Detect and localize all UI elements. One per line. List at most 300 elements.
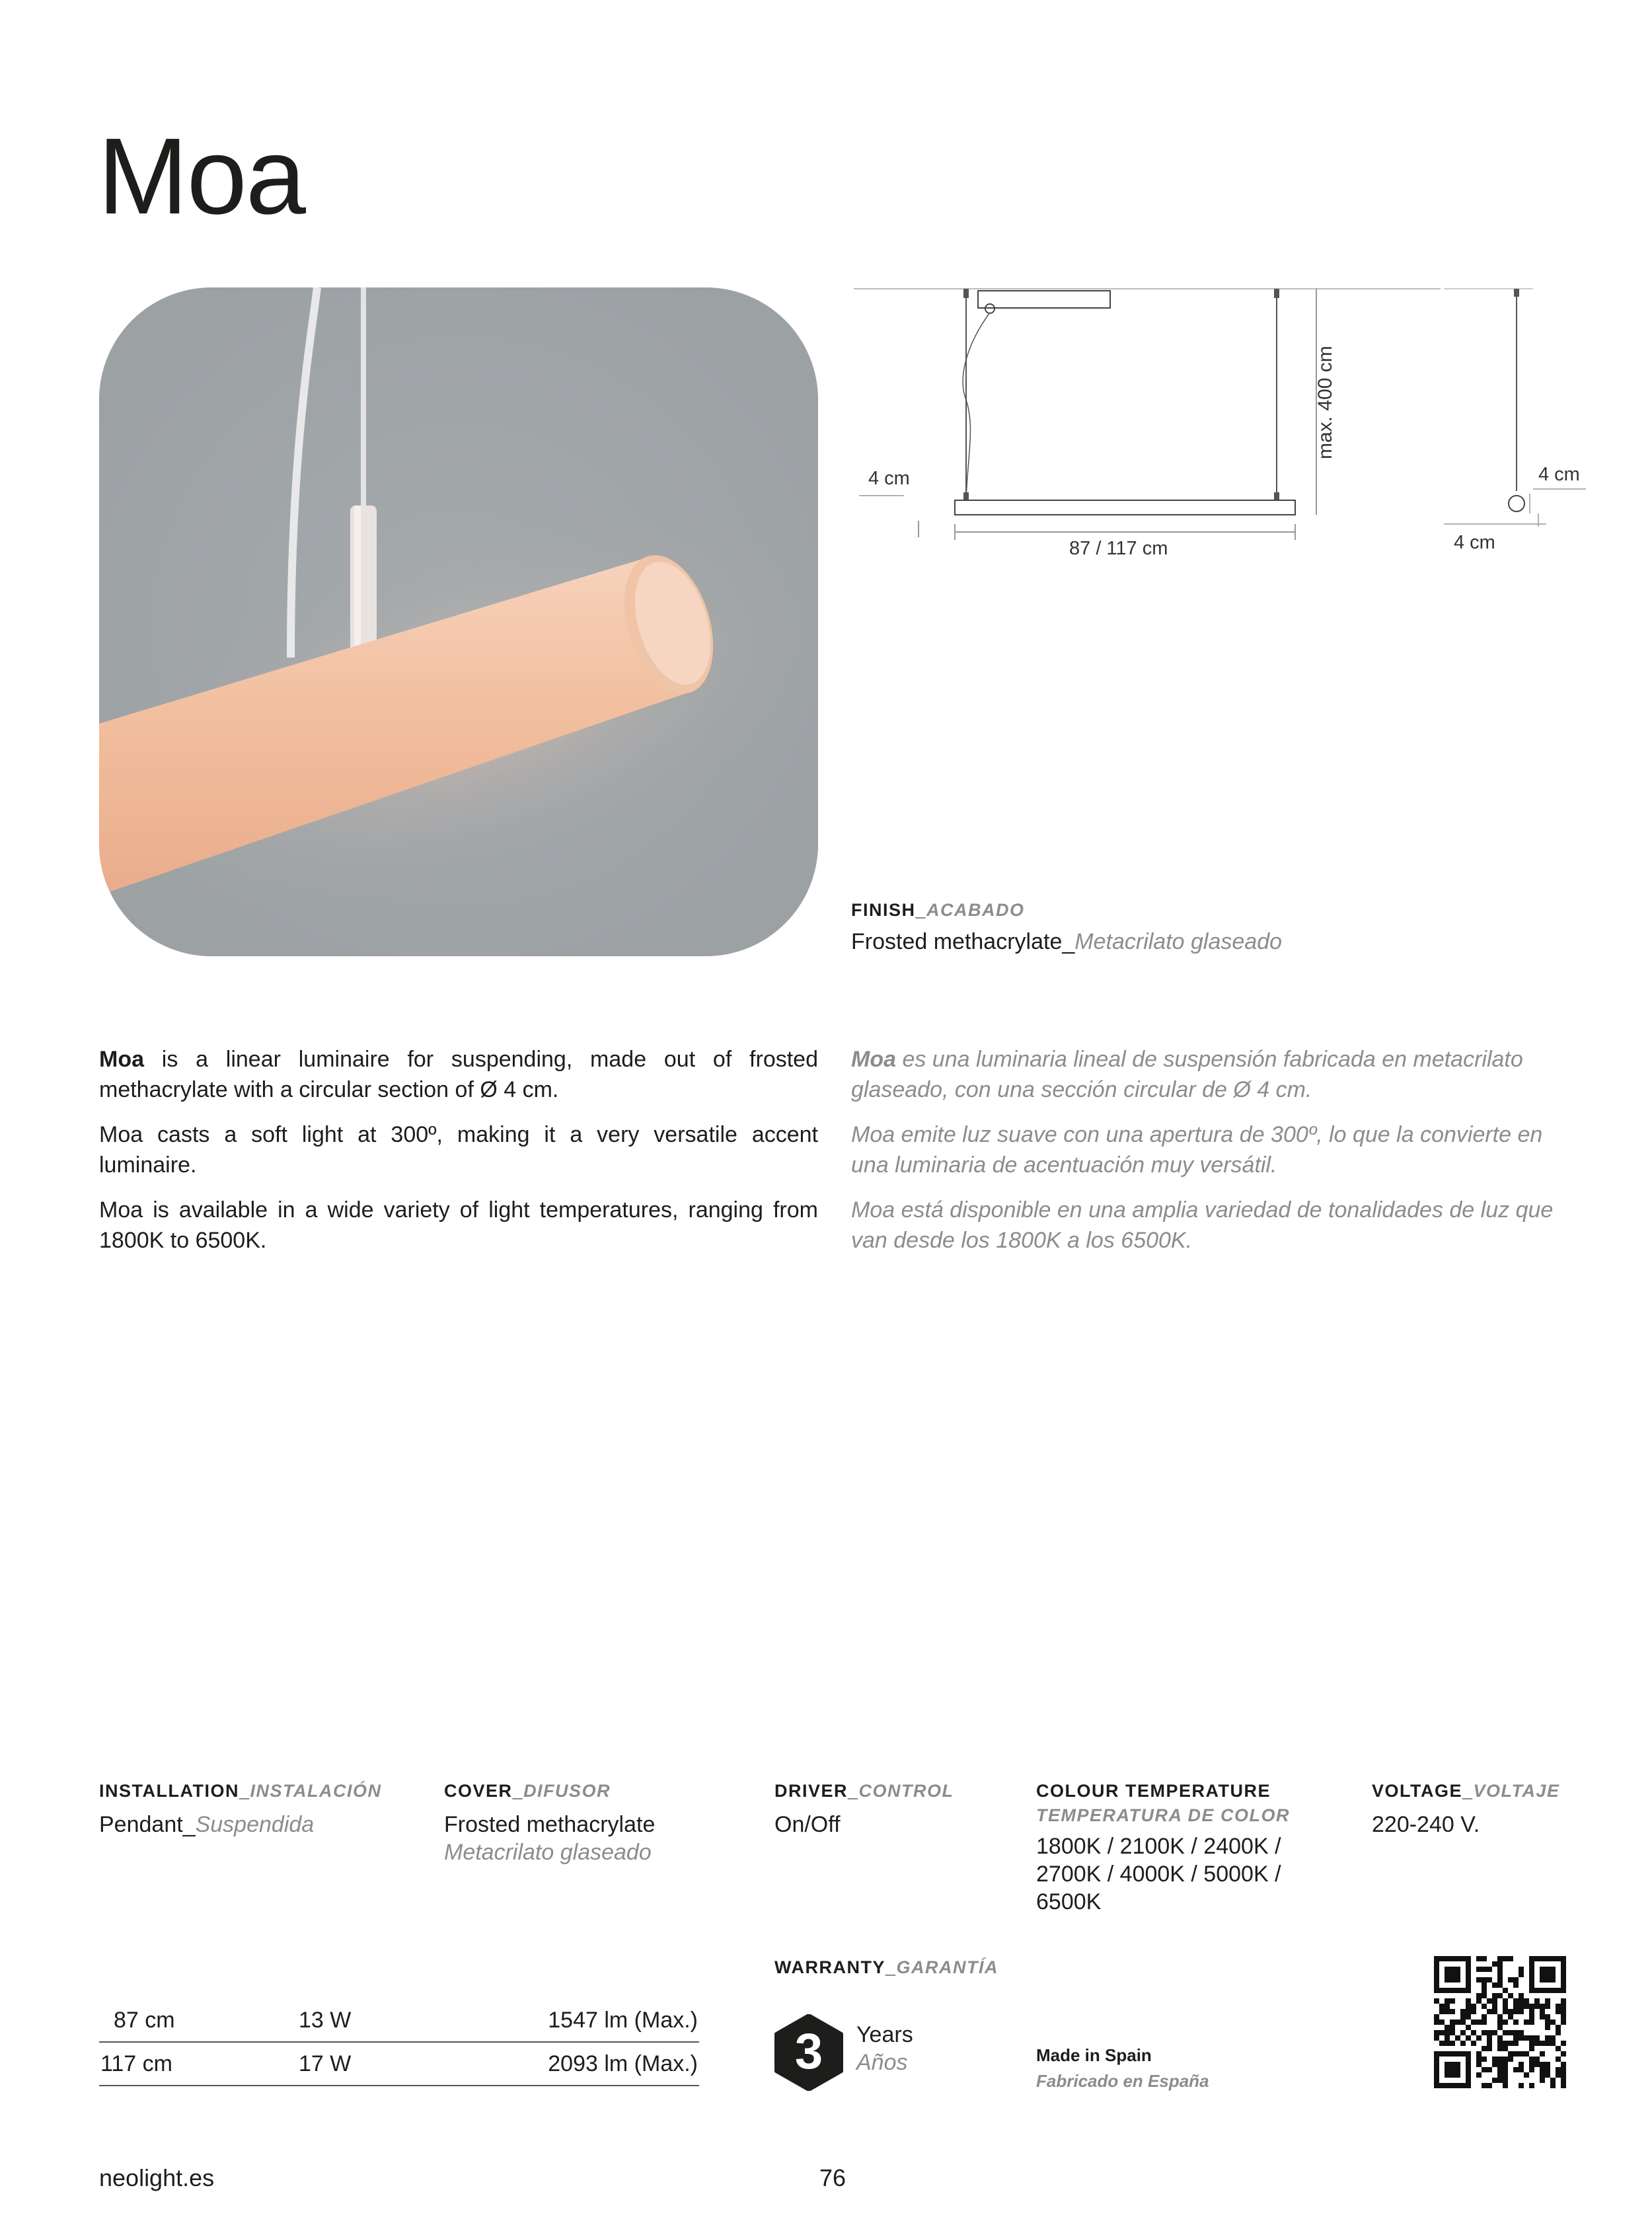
qr-module xyxy=(1508,1956,1513,1961)
qr-module xyxy=(1561,2019,1566,2025)
qr-module xyxy=(1450,1972,1455,1977)
qr-module xyxy=(1561,1956,1566,1961)
qr-module xyxy=(1503,2062,1508,2067)
qr-module xyxy=(1445,1972,1450,1977)
qr-module xyxy=(1545,2004,1550,2009)
qr-module xyxy=(1519,2083,1524,2088)
page-title: Moa xyxy=(98,116,305,237)
warranty-years-en: Years xyxy=(856,2022,913,2047)
qr-module xyxy=(1487,2067,1492,2072)
qr-module xyxy=(1513,1977,1519,1982)
qr-module xyxy=(1450,1977,1455,1982)
qr-module xyxy=(1540,1988,1545,1993)
qr-module xyxy=(1556,2030,1561,2035)
qr-module xyxy=(1450,2009,1455,2014)
model-flux: 1547 lm (Max.) xyxy=(484,1999,699,2042)
qr-module xyxy=(1466,1982,1471,1988)
qr-module xyxy=(1529,2083,1534,2088)
qr-module xyxy=(1540,2004,1545,2009)
qr-module xyxy=(1466,2014,1471,2019)
side-width-label: 4 cm xyxy=(1454,532,1495,553)
qr-module xyxy=(1550,2019,1556,2025)
qr-module xyxy=(1460,2014,1466,2019)
qr-module xyxy=(1460,2041,1466,2046)
qr-module xyxy=(1434,2014,1439,2019)
qr-module xyxy=(1513,2051,1519,2057)
qr-module xyxy=(1450,2072,1455,2078)
qr-module xyxy=(1434,1956,1439,1961)
qr-module xyxy=(1529,2062,1534,2067)
qr-module xyxy=(1466,2009,1471,2014)
qr-module xyxy=(1497,2035,1503,2041)
footer-website[interactable]: neolight.es xyxy=(99,2164,215,2191)
qr-module xyxy=(1450,2051,1455,2057)
qr-module xyxy=(1492,1982,1497,1988)
qr-module xyxy=(1466,2078,1471,2083)
qr-module xyxy=(1561,1982,1566,1988)
qr-module xyxy=(1439,2083,1445,2088)
qr-module xyxy=(1434,1998,1439,2004)
qr-module xyxy=(1466,2057,1471,2062)
qr-module xyxy=(1550,1967,1556,1972)
qr-module xyxy=(1476,2051,1482,2057)
qr-module xyxy=(1445,1998,1450,2004)
qr-module xyxy=(1450,2062,1455,2067)
spec-cover: COVER_DIFUSOR Frosted methacrylate Metacrilato glaseado xyxy=(444,1781,656,1865)
qr-module xyxy=(1545,1956,1550,1961)
qr-module xyxy=(1503,2030,1508,2035)
qr-module xyxy=(1439,2009,1445,2014)
qr-module xyxy=(1482,1988,1487,1993)
qr-module xyxy=(1487,1977,1492,1982)
qr-module xyxy=(1482,2014,1487,2019)
height-dimension-label: max. 400 cm xyxy=(1314,346,1336,459)
qr-module xyxy=(1529,2046,1534,2051)
qr-module xyxy=(1497,1982,1503,1988)
qr-module xyxy=(1524,2019,1529,2025)
qr-module xyxy=(1471,2009,1476,2014)
qr-module xyxy=(1540,2072,1545,2078)
qr-module xyxy=(1503,2004,1508,2009)
qr-module xyxy=(1503,2057,1508,2062)
qr-module xyxy=(1513,1982,1519,1988)
qr-module xyxy=(1487,2083,1492,2088)
page-number: 76 xyxy=(819,2164,846,2191)
qr-module xyxy=(1434,2062,1439,2067)
qr-module xyxy=(1550,2041,1556,2046)
qr-module xyxy=(1450,2030,1455,2035)
qr-module xyxy=(1445,2041,1450,2046)
qr-module xyxy=(1460,2083,1466,2088)
qr-module xyxy=(1556,2057,1561,2062)
model-length: 87 cm xyxy=(99,1999,299,2042)
qr-module xyxy=(1550,2035,1556,2041)
qr-module xyxy=(1482,2083,1487,2088)
finish-value: Frosted methacrylate_Metacrilato glaseado xyxy=(851,929,1283,954)
qr-module xyxy=(1445,2035,1450,2041)
qr-module xyxy=(1497,2025,1503,2030)
qr-module xyxy=(1434,2072,1439,2078)
qr-module xyxy=(1519,2062,1524,2067)
qr-module xyxy=(1439,2051,1445,2057)
product-photo xyxy=(99,287,818,956)
qr-module xyxy=(1503,2019,1508,2025)
qr-module xyxy=(1540,2078,1545,2083)
qr-module xyxy=(1561,1977,1566,1982)
qr-module xyxy=(1466,2062,1471,2067)
qr-module xyxy=(1497,2062,1503,2067)
qr-module xyxy=(1503,1988,1508,1993)
qr-module xyxy=(1503,2041,1508,2046)
qr-module xyxy=(1482,2046,1487,2051)
qr-module xyxy=(1519,1967,1524,1972)
qr-module xyxy=(1487,2035,1492,2041)
qr-module xyxy=(1561,1961,1566,1967)
qr-module xyxy=(1466,1998,1471,2004)
qr-module xyxy=(1561,2014,1566,2019)
qr-module xyxy=(1445,2009,1450,2014)
qr-module xyxy=(1482,1977,1487,1982)
qr-module xyxy=(1545,1972,1550,1977)
qr-module xyxy=(1561,2051,1566,2057)
qr-module xyxy=(1492,1998,1497,2004)
qr-module xyxy=(1455,2067,1460,2072)
qr-module xyxy=(1466,2051,1471,2057)
qr-module xyxy=(1561,1998,1566,2004)
qr-module xyxy=(1561,2083,1566,2088)
qr-module xyxy=(1497,2019,1503,2025)
warranty-badge-icon xyxy=(770,2014,847,2091)
qr-module xyxy=(1545,2035,1550,2041)
qr-module xyxy=(1434,2078,1439,2083)
qr-module xyxy=(1529,1988,1534,1993)
qr-module xyxy=(1556,1956,1561,1961)
qr-module xyxy=(1550,2083,1556,2088)
qr-module xyxy=(1497,2072,1503,2078)
qr-module xyxy=(1460,2019,1466,2025)
qr-module xyxy=(1497,1956,1503,1961)
qr-module xyxy=(1534,1956,1540,1961)
qr-module xyxy=(1508,2051,1513,2057)
qr-module xyxy=(1455,2062,1460,2067)
qr-module xyxy=(1445,2051,1450,2057)
qr-module xyxy=(1492,2030,1497,2035)
qr-module xyxy=(1482,1982,1487,1988)
qr-module xyxy=(1476,2072,1482,2078)
qr-module xyxy=(1519,2067,1524,2072)
qr-module xyxy=(1466,2025,1471,2030)
qr-module xyxy=(1529,1977,1534,1982)
qr-module xyxy=(1492,2062,1497,2067)
qr-module xyxy=(1503,2072,1508,2078)
qr-module xyxy=(1540,2009,1545,2014)
qr-module xyxy=(1529,2067,1534,2072)
qr-module xyxy=(1513,1998,1519,2004)
warranty-label: WARRANTY_GARANTÍA xyxy=(774,1957,999,1977)
technical-drawing xyxy=(846,281,1593,572)
qr-module xyxy=(1450,1988,1455,1993)
qr-module xyxy=(1497,1967,1503,1972)
spec-colour-temperature: COLOUR TEMPERATURE TEMPERATURA DE COLOR 1800K / 2100K / 2400K / 2700K / 4000K / 5000K / 6500K xyxy=(1036,1781,1290,1914)
qr-module xyxy=(1540,2067,1545,2072)
qr-module xyxy=(1508,1977,1513,1982)
qr-module xyxy=(1487,1998,1492,2004)
qr-module xyxy=(1455,2072,1460,2078)
qr-module xyxy=(1482,1956,1487,1961)
qr-module xyxy=(1519,2051,1524,2057)
qr-module xyxy=(1508,2009,1513,2014)
qr-module xyxy=(1534,2062,1540,2067)
model-flux: 2093 lm (Max.) xyxy=(484,2042,699,2086)
spec-driver: DRIVER_CONTROL On/Off xyxy=(774,1781,954,1837)
description-es: Moa es una luminaria lineal de suspensión fabricada en metacrilato glaseado, con una sección circular de Ø 4 cm. Moa emite luz suave con una apertura de 300º, lo que la convierte en una luminaria de acentuación muy versátil. Moa está disponible en una amplia variedad de tonalidades de luz que van desde los 1800K a los 6500K. xyxy=(851,1047,1554,1253)
qr-module xyxy=(1466,1967,1471,1972)
qr-module xyxy=(1519,2030,1524,2035)
qr-module xyxy=(1482,1993,1487,1998)
length-dimension-label: 87 / 117 cm xyxy=(1069,538,1168,559)
qr-module xyxy=(1529,1956,1534,1961)
qr-module xyxy=(1519,1972,1524,1977)
qr-module xyxy=(1519,2009,1524,2014)
warranty-years-number: 3 xyxy=(794,2023,823,2080)
qr-module xyxy=(1561,1967,1566,1972)
qr-module xyxy=(1450,1967,1455,1972)
qr-module xyxy=(1460,1988,1466,1993)
made-in-spain: Made in Spain xyxy=(1036,2045,1152,2065)
qr-module xyxy=(1519,1993,1524,1998)
qr-module xyxy=(1556,1988,1561,1993)
qr-module xyxy=(1466,2083,1471,2088)
qr-module xyxy=(1439,1988,1445,1993)
qr-module xyxy=(1497,1977,1503,1982)
qr-module xyxy=(1556,2067,1561,2072)
qr-module xyxy=(1524,1998,1529,2004)
qr-module xyxy=(1503,2067,1508,2072)
qr-module xyxy=(1476,2019,1482,2025)
qr-module xyxy=(1513,2067,1519,2072)
qr-module xyxy=(1445,2083,1450,2088)
qr-module xyxy=(1561,1988,1566,1993)
qr-module xyxy=(1471,2030,1476,2035)
qr-module xyxy=(1466,2072,1471,2078)
qr-module xyxy=(1545,2062,1550,2067)
qr-module xyxy=(1476,2035,1482,2041)
qr-module xyxy=(1540,2051,1545,2057)
model-length: 117 cm xyxy=(99,2042,299,2086)
qr-module xyxy=(1513,2035,1519,2041)
qr-module xyxy=(1513,2019,1519,2025)
qr-module xyxy=(1487,1967,1492,1972)
qr-module xyxy=(1540,1972,1545,1977)
qr-module xyxy=(1561,2041,1566,2046)
qr-module xyxy=(1529,2019,1534,2025)
qr-module xyxy=(1513,2004,1519,2009)
qr-module xyxy=(1540,2062,1545,2067)
qr-module xyxy=(1545,1967,1550,1972)
qr-module xyxy=(1445,2030,1450,2035)
qr-module xyxy=(1513,2030,1519,2035)
qr-module xyxy=(1540,1977,1545,1982)
qr-module xyxy=(1503,2009,1508,2014)
qr-module xyxy=(1434,2083,1439,2088)
qr-module xyxy=(1476,1967,1482,1972)
qr-module xyxy=(1534,2041,1540,2046)
qr-module xyxy=(1561,2009,1566,2014)
table-row xyxy=(99,1999,699,2042)
qr-module xyxy=(1455,1967,1460,1972)
qr-module xyxy=(1434,2057,1439,2062)
qr-module xyxy=(1434,1982,1439,1988)
qr-module xyxy=(1556,2009,1561,2014)
qr-module xyxy=(1529,2004,1534,2009)
qr-module xyxy=(1513,2009,1519,2014)
qr-module xyxy=(1550,1977,1556,1982)
qr-module xyxy=(1434,1977,1439,1982)
qr-module xyxy=(1519,2004,1524,2009)
qr-module xyxy=(1487,2046,1492,2051)
qr-module xyxy=(1545,1988,1550,1993)
qr-module xyxy=(1529,2014,1534,2019)
qr-module xyxy=(1529,1972,1534,1977)
qr-module xyxy=(1476,1998,1482,2004)
qr-module xyxy=(1561,2067,1566,2072)
qr-module xyxy=(1460,1956,1466,1961)
section-dimension-label: 4 cm xyxy=(868,468,910,489)
qr-module xyxy=(1497,1993,1503,1998)
qr-module xyxy=(1550,2078,1556,2083)
models-table xyxy=(99,1999,699,2086)
spec-voltage: VOLTAGE_VOLTAJE 220-240 V. xyxy=(1372,1781,1560,1837)
qr-module xyxy=(1460,2009,1466,2014)
qr-module xyxy=(1439,1956,1445,1961)
qr-module xyxy=(1455,1988,1460,1993)
qr-module xyxy=(1561,2004,1566,2009)
qr-module xyxy=(1540,1956,1545,1961)
qr-module xyxy=(1445,1988,1450,1993)
qr-module xyxy=(1482,2030,1487,2035)
qr-module xyxy=(1466,2035,1471,2041)
qr-module xyxy=(1540,2041,1545,2046)
warranty-years-es: Años xyxy=(856,2050,908,2075)
spec-installation: INSTALLATION_INSTALACIÓN Pendant_Suspendida xyxy=(99,1781,382,1837)
qr-module xyxy=(1497,2078,1503,2083)
qr-module xyxy=(1545,2041,1550,2046)
qr-module xyxy=(1550,1956,1556,1961)
qr-module xyxy=(1492,2004,1497,2009)
qr-module xyxy=(1439,2004,1445,2009)
qr-module xyxy=(1503,2078,1508,2083)
qr-module xyxy=(1503,2046,1508,2051)
qr-module xyxy=(1556,2004,1561,2009)
side-height-label: 4 cm xyxy=(1538,464,1580,485)
qr-module xyxy=(1545,1998,1550,2004)
model-power: 17 W xyxy=(299,2042,484,2086)
qr-module xyxy=(1466,2067,1471,2072)
qr-module xyxy=(1561,2078,1566,2083)
made-in-spain-es: Fabricado en España xyxy=(1036,2071,1209,2091)
qr-module xyxy=(1556,2046,1561,2051)
qr-module xyxy=(1524,2035,1529,2041)
qr-module xyxy=(1482,2019,1487,2025)
qr-module xyxy=(1545,2025,1550,2030)
qr-module xyxy=(1455,2019,1460,2025)
qr-module xyxy=(1450,1956,1455,1961)
qr-module xyxy=(1450,2067,1455,2072)
qr-module xyxy=(1434,1972,1439,1977)
qr-module xyxy=(1482,2067,1487,2072)
qr-module xyxy=(1471,2019,1476,2025)
qr-module xyxy=(1434,2030,1439,2035)
description-en: Moa is a linear luminaire for suspending, made out of frosted methacrylate with a circular section of Ø 4 cm. Moa casts a soft light at 300º, making it a very versatile accent luminaire. Moa is available in a wide variety of light temperatures, ranging from 1800K to 6500K. xyxy=(99,1047,818,1253)
qr-module xyxy=(1508,2014,1513,2019)
qr-module xyxy=(1445,1977,1450,1982)
qr-module xyxy=(1482,2004,1487,2009)
qr-module xyxy=(1445,2062,1450,2067)
qr-module xyxy=(1439,2030,1445,2035)
qr-module xyxy=(1445,2067,1450,2072)
qr-module xyxy=(1519,1998,1524,2004)
qr-module xyxy=(1482,1967,1487,1972)
qr-module xyxy=(1529,1967,1534,1972)
qr-module xyxy=(1545,2014,1550,2019)
qr-module xyxy=(1471,2004,1476,2009)
qr-module xyxy=(1466,2004,1471,2009)
qr-code[interactable] xyxy=(1434,1956,1566,2088)
qr-module xyxy=(1524,2072,1529,2078)
qr-module xyxy=(1503,2083,1508,2088)
finish-label: FINISH_ACABADO xyxy=(851,900,1025,920)
qr-module xyxy=(1540,1967,1545,1972)
qr-module xyxy=(1497,1961,1503,1967)
qr-module xyxy=(1497,2067,1503,2072)
qr-module xyxy=(1545,2072,1550,2078)
qr-module xyxy=(1434,2019,1439,2025)
qr-module xyxy=(1508,2057,1513,2062)
qr-module xyxy=(1434,2035,1439,2041)
qr-module xyxy=(1508,2041,1513,2046)
qr-module xyxy=(1450,2083,1455,2088)
qr-module xyxy=(1561,1972,1566,1977)
qr-module xyxy=(1524,2004,1529,2009)
qr-module xyxy=(1476,1977,1482,1982)
qr-module xyxy=(1497,1972,1503,1977)
qr-module xyxy=(1561,2072,1566,2078)
qr-module xyxy=(1492,2078,1497,2083)
qr-module xyxy=(1492,1993,1497,1998)
qr-module xyxy=(1524,2051,1529,2057)
qr-module xyxy=(1460,2051,1466,2057)
qr-module xyxy=(1492,2009,1497,2014)
qr-module xyxy=(1545,2019,1550,2025)
qr-module xyxy=(1434,1967,1439,1972)
qr-module xyxy=(1482,2057,1487,2062)
qr-module xyxy=(1508,1993,1513,1998)
qr-module xyxy=(1497,2057,1503,2062)
qr-module xyxy=(1450,1998,1455,2004)
qr-module xyxy=(1434,2067,1439,2072)
qr-module xyxy=(1450,2025,1455,2030)
qr-module xyxy=(1503,1998,1508,2004)
qr-module xyxy=(1497,2041,1503,2046)
qr-module xyxy=(1445,1967,1450,1972)
qr-module xyxy=(1534,2057,1540,2062)
qr-module xyxy=(1445,2004,1450,2009)
qr-module xyxy=(1529,2057,1534,2062)
qr-module xyxy=(1519,2035,1524,2041)
qr-module xyxy=(1534,1988,1540,1993)
model-power: 13 W xyxy=(299,1999,484,2042)
qr-module xyxy=(1466,1988,1471,1993)
